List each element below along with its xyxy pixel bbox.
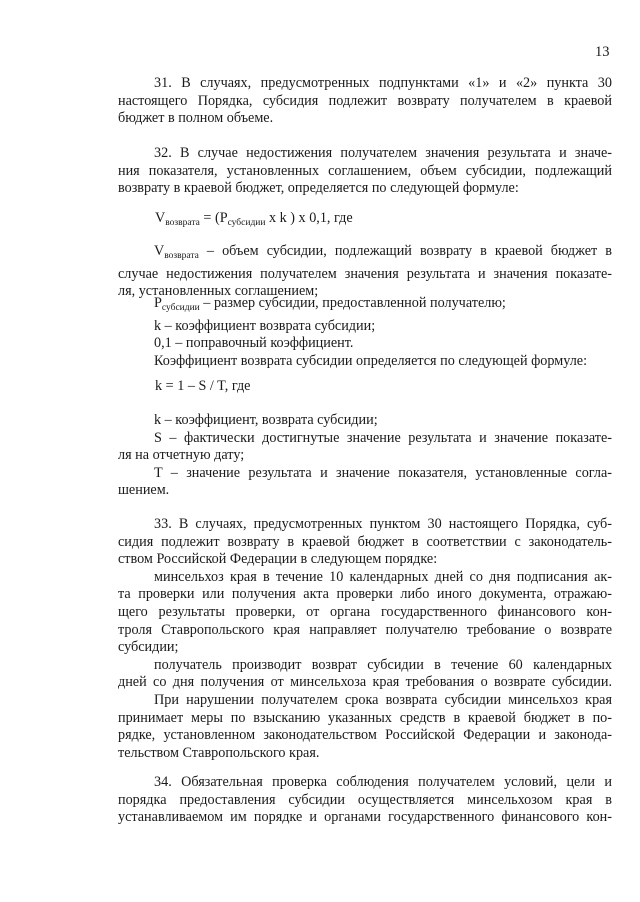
text-line: ля, установленных соглашением; bbox=[118, 283, 319, 300]
formula-text: k = 1 – S / T, где bbox=[155, 378, 251, 394]
text-line: настоящего Порядка, субсидия подлежит возврату получателем в краевой bbox=[118, 92, 612, 109]
definitions-coefficient bbox=[118, 412, 612, 500]
formula-text: = (P bbox=[199, 210, 228, 226]
formula-symbol: V bbox=[155, 210, 166, 226]
text-line: При нарушении получателем срока возврата субсидии минсельхоз края bbox=[154, 691, 612, 708]
text-line: – размер субсидии, предоставленной получателю; bbox=[199, 295, 506, 311]
text-line: дней со дня получения от минсельхоза края требования о возврате субсидии. bbox=[118, 674, 612, 691]
text-line: та проверки или получения акта проверки либо иного документа, отражаю- bbox=[118, 586, 612, 603]
text-line: бюджет в полном объеме. bbox=[118, 110, 274, 127]
text-line: ством Российской Федерации в следующем порядке: bbox=[118, 551, 438, 568]
text-line: 31. В случаях, предусмотренных подпунктами «1» и «2» пункта 30 bbox=[154, 75, 612, 91]
formula-subscript: возврата bbox=[164, 251, 199, 261]
formula-subscript: субсидии bbox=[227, 218, 266, 228]
text-line: – объем субсидии, подлежащий возврату в краевой бюджет в bbox=[198, 243, 612, 259]
text-line: принимает меры по взысканию указанных средств в краевой бюджет в по- bbox=[118, 709, 612, 726]
definition-v bbox=[118, 243, 612, 301]
text-line: устанавливаемом им порядке и органами государственного финансового кон- bbox=[118, 809, 612, 826]
paragraph-34 bbox=[118, 774, 612, 827]
text-line: ля на отчетную дату; bbox=[118, 447, 245, 464]
text-line: сидия подлежит возврату в краевой бюджет в соответствии с законодатель- bbox=[118, 533, 612, 550]
formula-text: x k ) x 0,1, где bbox=[265, 210, 353, 226]
text-line: возврату в краевой бюджет, определяется по следующей формуле: bbox=[118, 180, 519, 197]
text-line: 32. В случае недостижения получателем значения результата и значе- bbox=[154, 145, 612, 161]
formula-coefficient bbox=[155, 378, 455, 396]
paragraph-32 bbox=[118, 145, 612, 198]
text-line: тельством Ставропольского края. bbox=[118, 744, 320, 761]
text-line: минсельхоз края в течение 10 календарных дней со дня подписания ак- bbox=[154, 568, 612, 585]
text-line: щего результаты проверки, от органа государственного финансового кон- bbox=[118, 603, 612, 620]
text-line: троля Ставропольского края направляет получателю требование о возврате bbox=[118, 621, 612, 638]
text-line: k – коэффициент, возврата субсидии; bbox=[154, 412, 378, 428]
text-line: S – фактически достигнутые значение результата и значение показате- bbox=[154, 429, 612, 446]
formula-subscript: субсидии bbox=[161, 303, 200, 313]
page-number: 13 bbox=[595, 44, 610, 60]
text-line: получатель производит возврат субсидии в течение 60 календарных bbox=[154, 656, 612, 673]
paragraph-33 bbox=[118, 516, 612, 762]
formula-return-volume bbox=[155, 210, 555, 233]
text-line: 33. В случаях, предусмотренных пунктом 30 настоящего Порядка, суб- bbox=[154, 516, 612, 532]
text-line: шением. bbox=[118, 482, 170, 499]
formula-symbol: P bbox=[154, 295, 162, 311]
text-line: 34. Обязательная проверка соблюдения получателем условий, цели и bbox=[154, 774, 612, 790]
formula-subscript: возврата bbox=[165, 218, 200, 228]
text-line: T – значение результата и значение показателя, установленные согла- bbox=[154, 464, 612, 481]
definitions-list bbox=[118, 295, 612, 370]
text-line: субсидии; bbox=[118, 639, 179, 656]
text-line: 0,1 – поправочный коэффициент. bbox=[154, 335, 354, 352]
text-line: Коэффициент возврата субсидии определяется по следующей формуле: bbox=[154, 352, 588, 369]
text-line: ния показателя, установленных соглашением, объем субсидии, подлежащий bbox=[118, 162, 612, 179]
formula-symbol: V bbox=[154, 243, 165, 259]
text-line: рядке, установленном законодательством Российской Федерации и законода- bbox=[118, 727, 612, 744]
text-line: случае недостижения получателем значения результата и значения показате- bbox=[118, 265, 612, 282]
text-line: порядка предоставления субсидии осуществляется минсельхозом края в bbox=[118, 791, 612, 808]
text-line: k – коэффициент возврата субсидии; bbox=[154, 317, 376, 334]
paragraph-31 bbox=[118, 75, 612, 128]
